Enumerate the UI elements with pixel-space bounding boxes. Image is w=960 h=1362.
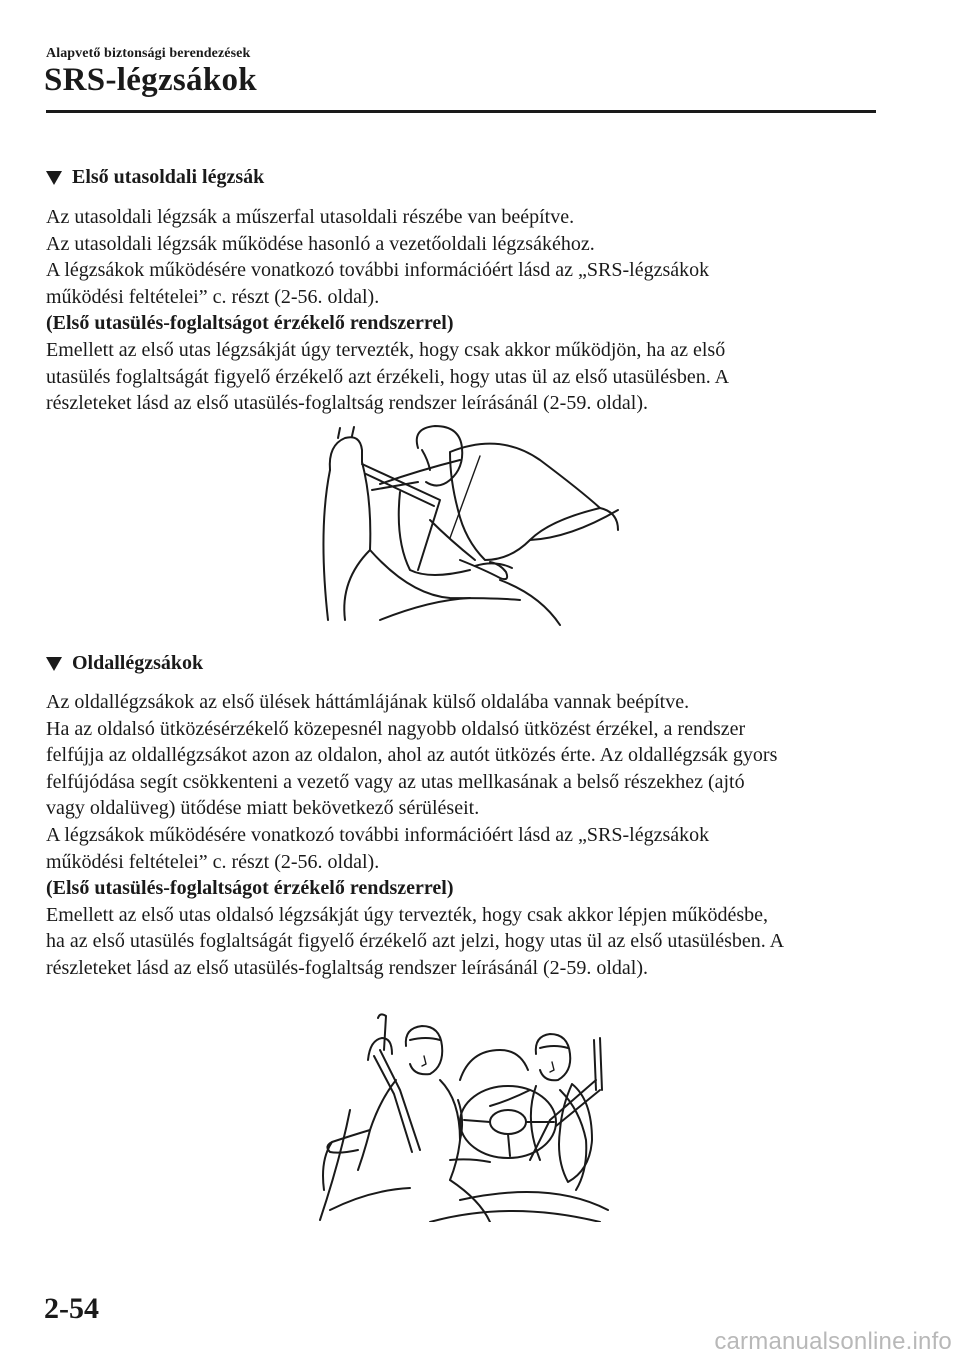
side-airbags-illustration bbox=[310, 1010, 610, 1222]
subheading-text: Első utasoldali légzsák bbox=[72, 166, 265, 188]
subheading-text: Oldallégzsákok bbox=[72, 652, 204, 674]
text-line: Az utasoldali légzsák működése hasonló a vezetőoldali légzsákéhoz. bbox=[46, 232, 595, 255]
paragraph-side-airbags bbox=[46, 689, 886, 982]
text-line-bold: (Első utasülés-foglaltságot érzékelő rendszerrel) bbox=[46, 877, 454, 900]
text-line: felfújja az oldallégzsákot azon az oldalon, ahol az autót ütközés érte. Az oldallégzsák gyors bbox=[46, 744, 778, 767]
watermark: carmanualsonline.info bbox=[714, 1328, 952, 1355]
section-label: Alapvető biztonsági berendezések bbox=[46, 46, 251, 61]
header-divider bbox=[46, 110, 876, 113]
text-line: Az utasoldali légzsák a műszerfal utasoldali részébe van beépítve. bbox=[46, 206, 575, 228]
text-line: A légzsákok működésére vonatkozó további információért lásd az „SRS-légzsákok bbox=[46, 823, 710, 846]
page-number: 2-54 bbox=[44, 1292, 99, 1325]
triangle-down-icon bbox=[46, 171, 62, 185]
subheading-side-airbags bbox=[46, 652, 203, 675]
text-line: részleteket lásd az első utasülés-foglaltság rendszer leírásánál (2-59. oldal). bbox=[46, 392, 648, 415]
text-line: Emellett az első utas légzsákját úgy tervezték, hogy csak akkor működjön, ha az első bbox=[46, 338, 726, 361]
text-line: A légzsákok működésére vonatkozó további információért lásd az „SRS-légzsákok bbox=[46, 259, 710, 282]
text-line: működési feltételei” c. részt (2-56. oldal). bbox=[46, 850, 380, 873]
subheading-passenger-airbag bbox=[46, 166, 264, 189]
text-line: részleteket lásd az első utasülés-foglaltság rendszer leírásánál (2-59. oldal). bbox=[46, 956, 648, 979]
text-line: Az oldallégzsákok az első ülések háttámlájának külső oldalába vannak beépítve. bbox=[46, 691, 690, 713]
paragraph-passenger-airbag bbox=[46, 204, 886, 417]
text-line: ha az első utasülés foglaltságát figyelő érzékelő azt jelzi, hogy utas ül az első utasülésben. A bbox=[46, 930, 785, 953]
text-line: utasülés foglaltságát figyelő érzékelő azt érzékeli, hogy utas ül az első utasülésben. A bbox=[46, 365, 730, 388]
text-line: felfújódása segít csökkenteni a vezető vagy az utas mellkasának a belső részekhez (ajtó bbox=[46, 770, 745, 793]
text-line: Ha az oldalsó ütközésérzékelő közepesnél nagyobb oldalsó ütközést érzékel, a rendszer bbox=[46, 717, 746, 740]
triangle-down-icon bbox=[46, 657, 62, 671]
chapter-title: SRS-légzsákok bbox=[44, 62, 257, 98]
text-line: Emellett az első utas oldalsó légzsákját úgy tervezték, hogy csak akkor lépjen működésbe, bbox=[46, 903, 768, 926]
text-line-bold: (Első utasülés-foglaltságot érzékelő rendszerrel) bbox=[46, 312, 454, 335]
passenger-airbag-illustration bbox=[300, 420, 620, 630]
text-line: működési feltételei” c. részt (2-56. oldal). bbox=[46, 285, 380, 308]
text-line: vagy oldalüveg) ütődése miatt bekövetkező sérüléseit. bbox=[46, 797, 480, 820]
